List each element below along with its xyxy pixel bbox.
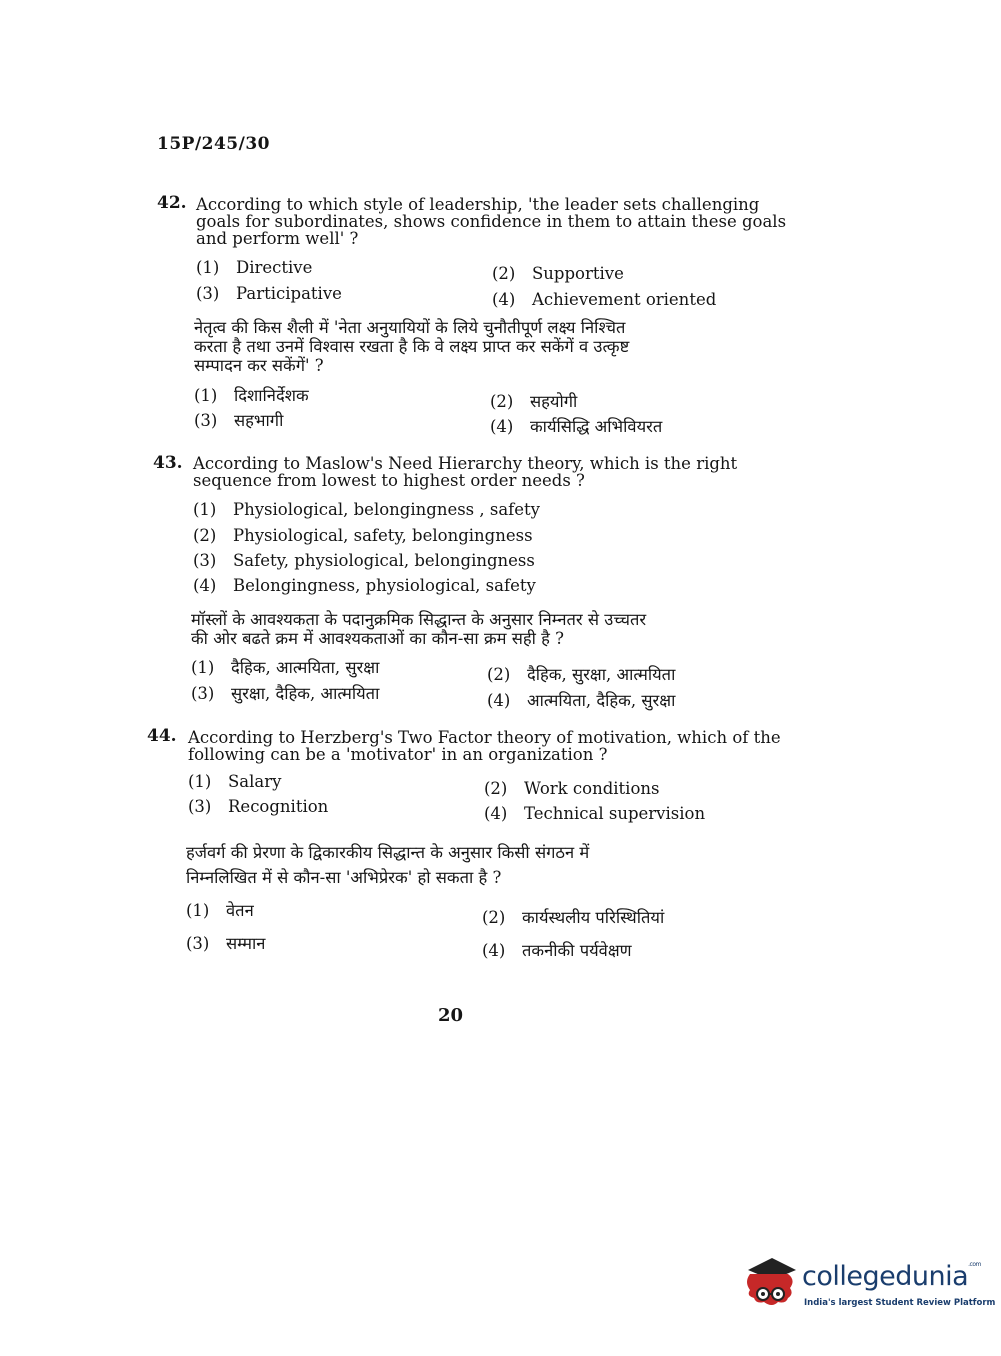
option-en-3: (3) Participative xyxy=(196,284,342,303)
question-text-hi: हर्जवर्ग की प्रेरणा के द्विकारकीय सिद्धान्त के अनुसार किसी संगठन में निम्नलिखित में से कौन-सा 'अभिप्रेरक' हो सकता है ? xyxy=(186,843,590,887)
option-en-4: (4) Achievement oriented xyxy=(492,290,717,309)
question-text-hi: नेतृत्व की किस शैली में 'नेता अनुयायियों के लिये चुनौतीपूर्ण लक्ष्य निश्चित करता है तथा उनमें विश्वास रखता है कि वे लक्ष्य प्राप्त कर सकेंगें व उत्कृष्ट सम्पादन कर सकेंगें' ? xyxy=(194,318,630,375)
option-hi-3: (3) सहभागी xyxy=(194,411,284,430)
question-text-en: According to Maslow's Need Hierarchy theory, which is the right sequence from lowest to highest order needs ? xyxy=(193,454,738,490)
option-hi-3: (3) सुरक्षा, दैहिक, आत्मयिता xyxy=(191,684,380,703)
option-en-4: (4) Technical supervision xyxy=(484,804,706,823)
option-en-1: (1) Salary xyxy=(188,772,282,791)
brand-tagline: India's largest Student Review Platform xyxy=(804,1298,996,1308)
option-hi-2: (2) कार्यस्थलीय परिस्थितियां xyxy=(482,908,665,927)
page-number: 20 xyxy=(438,1005,464,1026)
option-en-1: (1) Directive xyxy=(196,258,313,277)
question-number: 43. xyxy=(153,453,183,473)
option-hi-1: (1) दैहिक, आत्मयिता, सुरक्षा xyxy=(191,658,380,677)
option-hi-1: (1) दिशानिर्देशक xyxy=(194,386,309,405)
option-en-3: (3) Recognition xyxy=(188,797,329,816)
option-hi-3: (3) सम्मान xyxy=(186,934,266,953)
option-en-1: (1) Physiological, belongingness , safety xyxy=(193,500,541,519)
option-en-3: (3) Safety, physiological, belongingness xyxy=(193,551,535,570)
question-text-en: According to Herzberg's Two Factor theory of motivation, which of the following can be a 'motivator' in an organization ? xyxy=(188,728,781,764)
option-en-4: (4) Belongingness, physiological, safety xyxy=(193,576,536,595)
option-hi-2: (2) दैहिक, सुरक्षा, आत्मयिता xyxy=(487,665,676,684)
option-hi-4: (4) तकनीकी पर्यवेक्षण xyxy=(482,941,632,960)
option-hi-2: (2) सहयोगी xyxy=(490,392,578,411)
option-hi-4: (4) आत्मयिता, दैहिक, सुरक्षा xyxy=(487,691,676,710)
question-text-en: According to which style of leadership, 'the leader sets challenging goals for subordinates, shows confidence in them to attain these goals and perform well' ? xyxy=(196,195,787,248)
question-text-hi: मॉस्लों के आवश्यकता के पदानुक्रमिक सिद्धान्त के अनुसार निम्नतर से उच्चतर की ओर बढते क्रम में आवश्यकताओं का कौन-सा क्रम सही है ? xyxy=(191,610,647,648)
brand-name: collegedunia$^{.com}$ xyxy=(802,1261,981,1292)
mascot-icon xyxy=(742,1252,802,1314)
question-number: 42. xyxy=(157,193,187,213)
option-hi-4: (4) कार्यसिद्धि अभिवियरत xyxy=(490,417,663,436)
option-en-2: (2) Work conditions xyxy=(484,779,660,798)
option-en-2: (2) Supportive xyxy=(492,264,624,283)
option-hi-1: (1) वेतन xyxy=(186,901,254,920)
option-en-2: (2) Physiological, safety, belongingness xyxy=(193,526,533,545)
question-number: 44. xyxy=(147,726,177,746)
paper-code: 15P/245/30 xyxy=(157,134,271,154)
